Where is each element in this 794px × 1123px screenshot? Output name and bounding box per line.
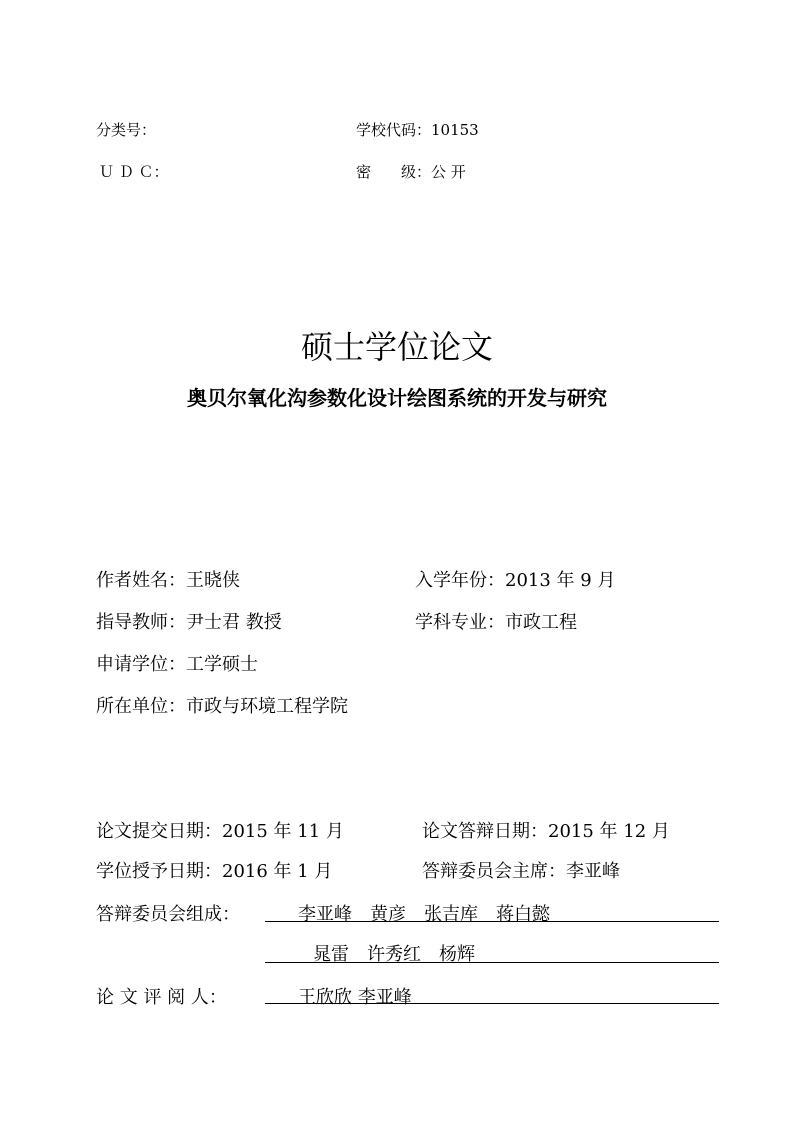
thesis-title: 奥贝尔氧化沟参数化设计绘图系统的开发与研究 bbox=[187, 386, 607, 410]
reviewers-names: 王欣欣 李亚峰 bbox=[298, 987, 412, 1008]
submission-date: 论文提交日期：2015 年 11 月 bbox=[96, 821, 344, 842]
thesis-type-title: 硕士学位论文 bbox=[300, 328, 493, 366]
defense-date: 论文答辩日期：2015 年 12 月 bbox=[422, 821, 670, 842]
advisor: 指导教师：尹士君 教授 bbox=[96, 612, 282, 633]
committee-members-line1: 李亚峰 黄彦 张吉库 蒋白懿 bbox=[298, 904, 550, 925]
committee-underline-2 bbox=[265, 962, 719, 963]
degree: 申请学位：工学硕士 bbox=[96, 654, 258, 675]
secret-level: 密 级：公 开 bbox=[356, 163, 466, 181]
department: 所在单位：市政与环境工程学院 bbox=[96, 696, 348, 717]
committee-label: 答辩委员会组成： bbox=[96, 904, 240, 925]
reviewers-underline bbox=[265, 1003, 719, 1004]
committee-members-line2: 晁雷 许秀红 杨辉 bbox=[313, 944, 475, 965]
major: 学科专业：市政工程 bbox=[415, 612, 577, 633]
committee-underline-1 bbox=[265, 921, 719, 922]
enrollment-year: 入学年份：2013 年 9 月 bbox=[415, 570, 616, 591]
reviewers-label: 论 文 评 阅 人： bbox=[96, 987, 227, 1008]
school-code: 学校代码：10153 bbox=[356, 121, 479, 139]
committee-chair: 答辩委员会主席：李亚峰 bbox=[422, 861, 620, 882]
classification-number-label: 分类号： bbox=[96, 121, 157, 139]
udc-label: Ｕ Ｄ Ｃ： bbox=[99, 163, 169, 181]
degree-award-date: 学位授予日期：2016 年 1 月 bbox=[96, 861, 333, 882]
author-name: 作者姓名：王晓侠 bbox=[96, 570, 240, 591]
